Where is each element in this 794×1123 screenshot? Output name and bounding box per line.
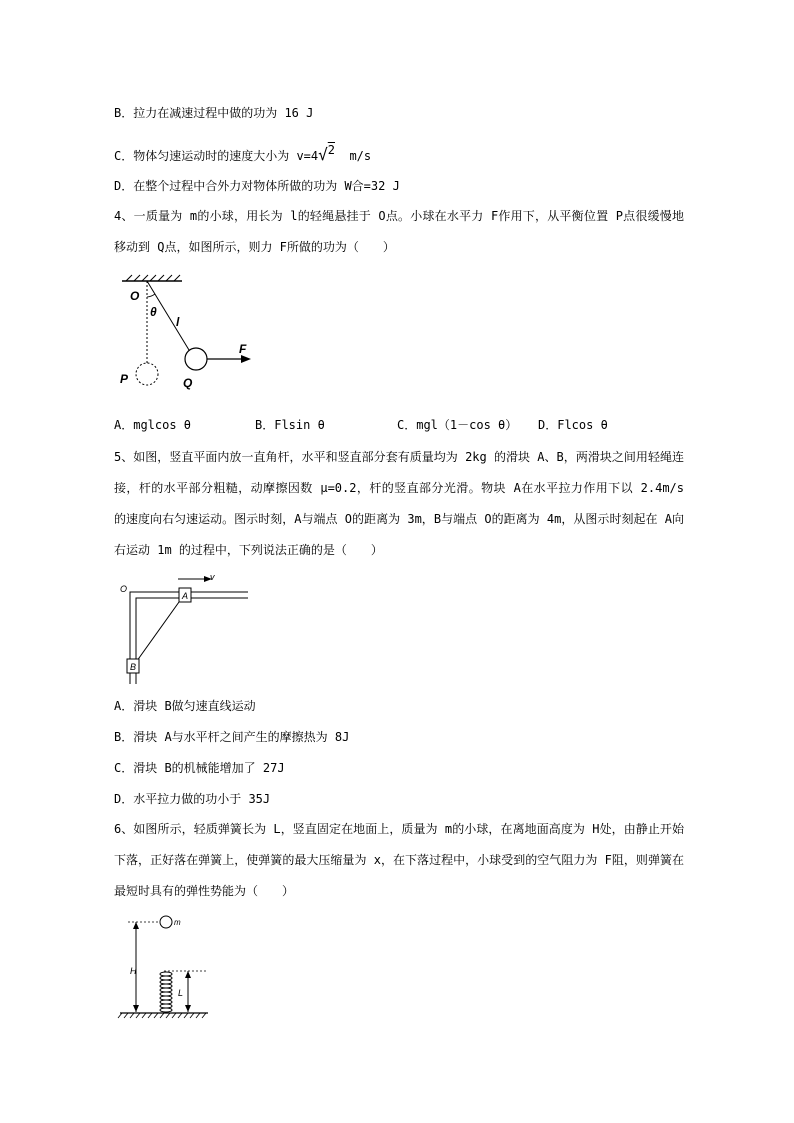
q5-label-a: A <box>182 591 189 601</box>
q5-option-d: D．水平拉力做的功小于 35J <box>114 792 271 806</box>
q4-label-l: l <box>176 315 180 329</box>
q3-option-c-unit: m/s <box>349 149 372 163</box>
sqrt-symbol: √ <box>318 145 328 164</box>
q6-label-l: L <box>178 988 184 998</box>
q3-option-b: B．拉力在减速过程中做的功为 16 J <box>114 106 314 120</box>
q6-spring-figure <box>118 912 218 1024</box>
q4-label-o: O <box>130 289 140 303</box>
q6-label-m: m <box>174 918 181 927</box>
q4-option-a: A．mglcos θ <box>114 418 192 432</box>
q4-option-c: C．mgl（1－cos θ） <box>397 418 518 432</box>
q4-option-d: D．Flcos θ <box>538 418 608 432</box>
q6-label-h: H <box>130 966 137 976</box>
q5-right-angle-rod-figure <box>118 572 258 687</box>
q5-label-o: O <box>120 584 128 594</box>
q4-pendulum-figure <box>112 275 272 395</box>
q5-option-c: C．滑块 B的机械能增加了 27J <box>114 761 285 775</box>
q4-option-b: B．Flsin θ <box>255 418 325 432</box>
q5-option-b: B．滑块 A与水平杆之间产生的摩擦热为 8J <box>114 730 350 744</box>
q5-label-v: v <box>210 572 215 582</box>
q4-label-f: F <box>239 342 247 356</box>
q4-label-theta: θ <box>150 305 157 319</box>
q3-option-c-text: C．物体匀速运动时的速度大小为 v=4 <box>114 149 319 163</box>
q3-option-c <box>114 143 372 165</box>
q4-label-p: P <box>120 372 129 386</box>
q5-label-b: B <box>130 662 137 672</box>
q4-label-q: Q <box>183 376 193 390</box>
q6-stem: 6、如图所示，轻质弹簧长为 L，竖直固定在地面上，质量为 m的小球，在离地面高度为 H处，由静止开始下落，正好落在弹簧上，使弹簧的最大压缩量为 x，在下落过程中，小球受到的空气阻力为 F阻，则弹簧在最短时具有的弹性势能为（ ） <box>114 822 684 898</box>
q4-stem: 4、一质量为 m的小球，用长为 l的轻绳悬挂于 O点。小球在水平力 F作用下，从平衡位置 P点很缓慢地移动到 Q点，如图所示，则力 F所做的功为（ ） <box>114 209 684 254</box>
q5-option-a: A．滑块 B做匀速直线运动 <box>114 699 256 713</box>
q3-option-d: D．在整个过程中合外力对物体所做的功为 W合=32 J <box>114 179 400 193</box>
q3-option-c-radicand: 2 <box>327 143 335 157</box>
q5-stem: 5、如图，竖直平面内放一直角杆，水平和竖直部分套有质量均为 2kg 的滑块 A、B，两滑块之间用轻绳连接，杆的水平部分粗糙，动摩擦因数 μ=0.2，杆的竖直部分光滑。物块 A在水平拉力作用下以 2.4m/s 的速度向右匀速运动。图示时刻，A与端点 O的距离为 3m，B与端点 O的距离为 4m，从图示时刻起在 A向右运动 1m 的过程中，下列说法正确的是（ ） <box>114 450 684 557</box>
